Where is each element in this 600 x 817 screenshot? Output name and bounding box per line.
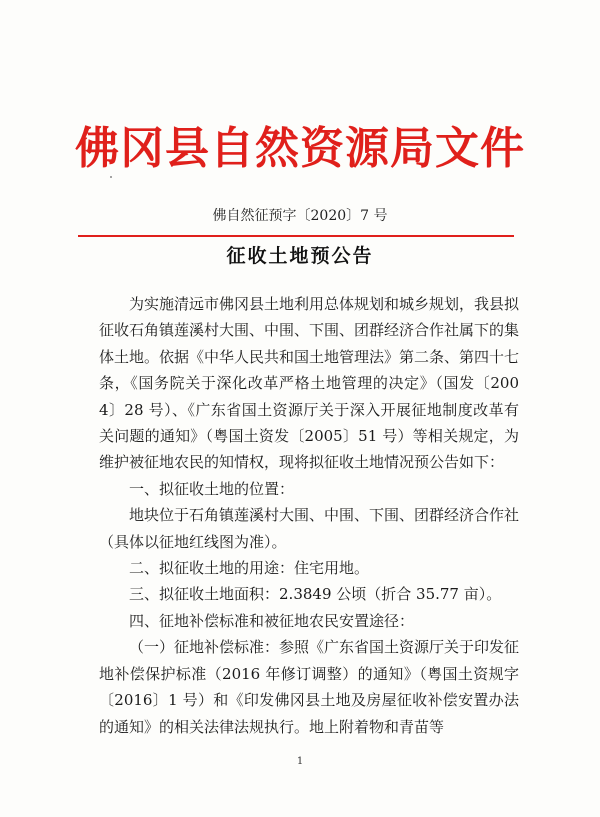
section-4-subsection-1: （一）征地补偿标准：参照《广东省国土资源厅关于印发征地补偿保护标准（2016 年修订调整）的通知》（粤国土资规字〔2016〕1 号）和《印发佛冈县土地及房屋征收补偿安置办法的通知》的相关法律法规执行。地上附着物和青苗等 bbox=[99, 638, 520, 736]
page-number: 1 bbox=[296, 756, 304, 767]
agency-header-title: 佛冈县自然资源局文件 bbox=[75, 123, 525, 174]
section-1-content: 地块位于石角镇莲溪村大围、中围、下围、团群经济合作社（具体以征地红线图为准）。 bbox=[99, 506, 520, 551]
scan-speck bbox=[110, 176, 112, 178]
section-4-heading: 四、征地补偿标准和被征地农民安置途径： bbox=[129, 611, 415, 630]
document-body bbox=[99, 291, 519, 740]
intro-paragraph: 为实施清远市佛冈县土地利用总体规划和城乡规划，我县拟征收石角镇莲溪村大围、中围、下围、团群经济合作社属下的集体土地。依据《中华人民共和国土地管理法》第二条、第四十七条，《国务院关于深化改革严格土地管理的决定》（国发〔2004〕28 号）、《广东省国土资源厅关于深入开展征地制度改革有关问题的通知》（粤国土资发〔2005〕51 号）等相关规定，为维护被征地农民的知情权，现将拟征收土地情况预公告如下： bbox=[99, 295, 520, 472]
section-3-heading: 三、拟征收土地面积：2.3849 公顷（折合 35.77 亩）。 bbox=[129, 585, 502, 604]
red-divider-line bbox=[78, 235, 514, 237]
section-1-heading: 一、拟征收土地的位置： bbox=[129, 479, 295, 498]
notice-title: 征收土地预公告 bbox=[226, 245, 374, 267]
document-number: 佛自然征预字〔2020〕7 号 bbox=[212, 208, 388, 224]
section-2-heading: 二、拟征收土地的用途：住宅用地。 bbox=[129, 559, 370, 578]
